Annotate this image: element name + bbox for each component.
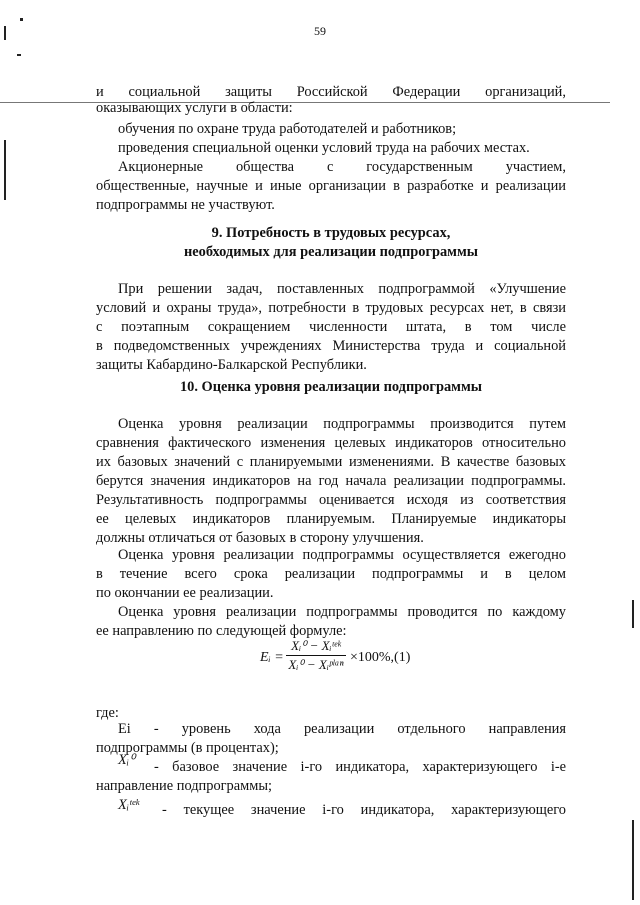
formula [260,638,440,682]
body-text-line: подпрограммы не участвуют. [96,197,275,213]
body-text-line: по окончании ее реализации. [96,585,274,601]
scan-mark [17,54,21,56]
definitions-intro: где: [96,705,119,721]
formula-denominator: Xᵢ⁰ − Xᵢᵖˡᵃⁿ [288,657,344,672]
body-text-line: в течение всего срока реализации подпрограммы и в целом [96,566,566,582]
body-text-line: защиты Кабардино-Балкарской Республики. [96,357,367,373]
body-text-line: Оценка уровня реализации подпрограммы производится путем [118,416,566,432]
body-text-line: Результативность подпрограммы оценивается исходя из соответствия [96,492,566,508]
scan-mark [632,820,634,900]
definition-line: Ei - уровень хода реализации отдельного направления [118,721,566,737]
body-text-line: их базовых значений с планируемыми изменениями. В качестве базовых [96,454,566,470]
body-text-line: Оценка уровня реализации подпрограммы проводится по каждому [118,604,566,620]
formula-fraction [286,638,346,673]
body-text-line: в подведомственных учреждениях Министерства труда и социальной [96,338,566,354]
body-text-line: и социальной защиты Российской Федерации организаций, [96,84,566,100]
fraction-bar [286,655,346,656]
scan-mark [4,140,6,200]
x0-symbol: Xᵢ⁰ [118,752,135,768]
body-text-line: берутся значения индикаторов на год начала реализации подпрограммы. [96,473,566,489]
formula-numerator: Xᵢ⁰ − Xᵢᵗᵉᵏ [291,638,341,653]
body-text-line: ее направлению по следующей формуле: [96,623,347,639]
formula-variable: Eᵢ = [260,650,284,665]
formula-suffix: ×100%,(1) [350,650,411,665]
body-text-line: общественные, научные и иные организации в разработке и реализации [96,178,566,194]
scan-mark [632,600,634,628]
section-heading: необходимых для реализации подпрограммы [183,244,479,260]
body-text-line: обучения по охране труда работодателей и работников; [118,121,457,137]
body-text-line: должны отличаться от базовых в сторону улучшения. [96,530,424,546]
section-heading: 10. Оценка уровня реализации подпрограммы [179,379,483,395]
definition-line: - текущее значение i-го индикатора, характеризующего [162,802,566,818]
xtek-symbol: Xᵢᵗᵉᵏ [118,797,140,813]
body-text-line: оказывающих услуги в области: [96,100,293,116]
body-text-line: сравнения фактического изменения целевых индикаторов относительно [96,435,566,451]
page-number: 59 [314,24,326,38]
definition-line: направление подпрограммы; [96,778,273,794]
scan-mark [20,18,23,21]
body-text-line: Оценка уровня реализации подпрограммы осуществляется ежегодно [118,547,566,563]
definition-line: - базовое значение i-го индикатора, характеризующего i-е [154,759,566,775]
definition-line: подпрограммы (в процентах); [96,740,279,756]
body-text-line: проведения специальной оценки условий труда на рабочих местах. [118,140,530,156]
body-text-line: с поэтапным сокращением численности штата, в том числе [96,319,566,335]
body-text-line: При решении задач, поставленных подпрограммой «Улучшение [118,281,566,297]
body-text-line: условий и охраны труда», потребности в трудовых ресурсах нет, в связи [96,300,566,316]
body-text-line: ее целевых индикаторов планируемым. Планируемые индикаторы [96,511,566,527]
section-heading: 9. Потребность в трудовых ресурсах, [211,225,451,241]
body-text-line: Акционерные общества с государственным участием, [118,159,566,175]
scan-mark [4,26,6,40]
